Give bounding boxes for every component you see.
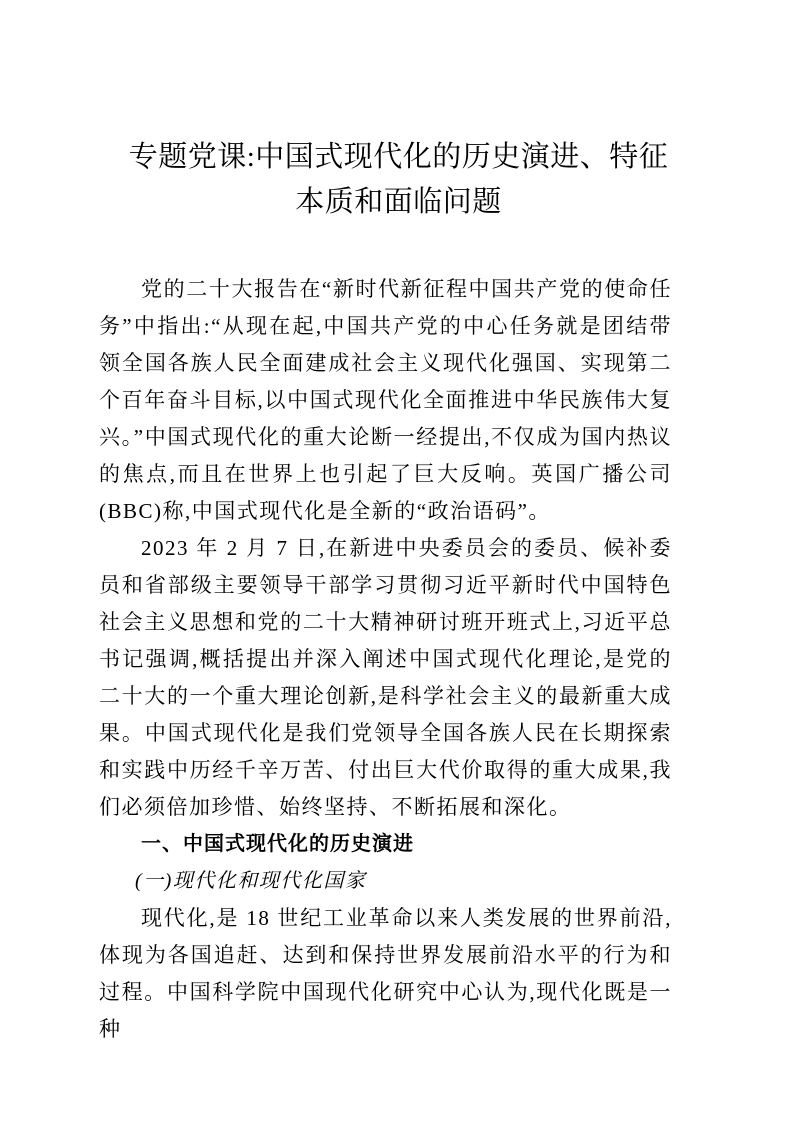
section-heading-historical-evolution: 一、中国式现代化的历史演进 — [141, 833, 414, 855]
document-title-line-1: 专题党课:中国式现代化的历史演进、特征 — [128, 141, 669, 173]
paragraph-modernization-definition: 现代化,是 18 世纪工业革命以来人类发展的世界前沿,体现为各国追赶、达到和保持世界发展前沿水平的行为和过程。中国科学院中国现代化研究中心认为,现代化既是一种 — [99, 906, 672, 1041]
paragraph-2023-seminar: 2023 年 2 月 7 日,在新进中央委员会的委员、候补委员和省部级主要领导干部学习贯彻习近平新时代中国特色社会主义思想和党的二十大精神研讨班开班式上,习近平总书记强调,概括提出并深入阐述中国式现代化理论,是党的二十大的一个重大理论创新,是科学社会主义的最新重大成果。中国式现代化是我们党领导全国各族人民在长期探索和实践中历经千辛万苦、付出巨大代价取得的重大成果,我们必须倍加珍惜、始终坚持、不断拓展和深化。 — [99, 536, 672, 819]
paragraph-intro-20th-congress: 党的二十大报告在“新时代新征程中国共产党的使命任务”中指出:“从现在起,中国共产党的中心任务就是团结带领全国各族人民全面建成社会主义现代化强国、实现第二个百年奋斗目标,以中国式现代化全面推进中华民族伟大复兴。”中国式现代化的重大论断一经提出,不仅成为国内热议的焦点,而且在世界上也引起了巨大反响。英国广播公司(BBC)称,中国式现代化是全新的“政治语码”。 — [99, 277, 672, 523]
document-title-line-2: 本质和面临问题 — [295, 186, 502, 218]
document-title — [99, 135, 698, 225]
subsection-heading-modernization-countries: (一)现代化和现代化国家 — [135, 870, 367, 892]
